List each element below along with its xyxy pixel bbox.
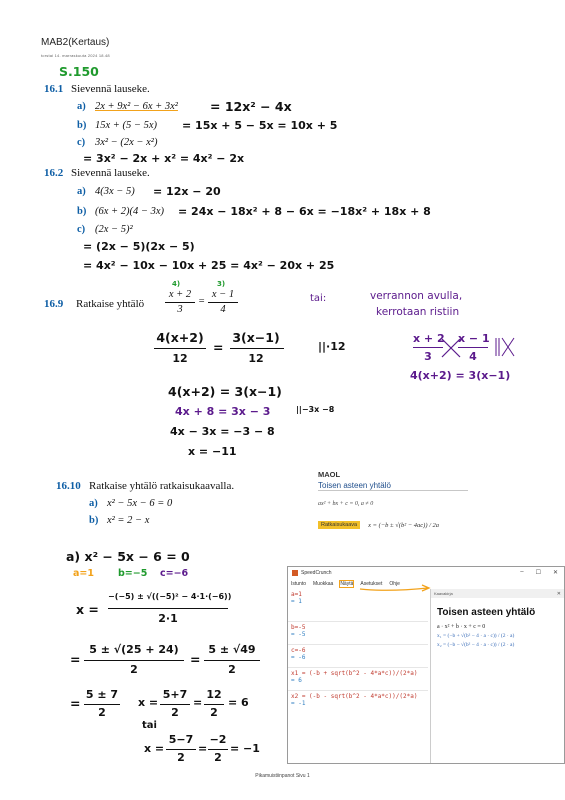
- alt-left-bar: [413, 347, 443, 348]
- menu-nayta[interactable]: Näytä: [340, 580, 354, 587]
- menu-ohje[interactable]: Ohje: [389, 580, 400, 587]
- task-16-10-number: 16.10: [56, 480, 81, 492]
- line2-num: 5 ± √(25 + 24): [89, 643, 179, 656]
- calculator-window: [287, 566, 565, 764]
- page-date: torstai 14. marraskuuta 2024 18.48: [41, 53, 110, 58]
- history-expression: a=1: [291, 591, 302, 598]
- x1-eq: =: [193, 696, 203, 709]
- task-16-9-title: Ratkaise yhtälö: [76, 298, 145, 310]
- formula-book-x2[interactable]: x₂ = (−b − √(b² − 4 · a · c)) / (2 · a): [437, 642, 515, 648]
- menu-muokkaa[interactable]: Muokkaa: [313, 580, 334, 587]
- task-16-1-b-expr: 15x + (5 − 5x): [95, 120, 157, 131]
- task-16-10-b-expr: x² = 2 − x: [107, 515, 150, 526]
- task-16-10-a-expr: x² − 5x − 6 = 0: [107, 498, 173, 509]
- cross-multiply-icon: [440, 336, 462, 360]
- x2-bar: [166, 749, 196, 750]
- step1-left-bar: [154, 348, 206, 349]
- page-footer: Pikamuistiinpanot Sivu 1: [255, 773, 310, 779]
- history-expression: b=-5: [291, 624, 306, 631]
- task-16-10-title: Ratkaise yhtälö ratkaisukaavalla.: [89, 480, 235, 492]
- x2-mid-num: −2: [209, 733, 227, 746]
- history-result: = 6: [291, 677, 302, 684]
- task-16-2-a-label: a): [77, 186, 86, 197]
- step1-right-den: 12: [248, 352, 264, 365]
- line3-bar: [84, 704, 120, 705]
- formula-x: x =: [76, 602, 99, 617]
- tai-label: tai: [142, 720, 157, 731]
- task-16-2-title: Sievennä lauseke.: [71, 167, 150, 179]
- menu-istunto[interactable]: Istunto: [291, 580, 307, 587]
- task-16-2-b-expr: (6x + 2)(4 − 3x): [95, 206, 164, 217]
- x2-lhs: x =: [144, 742, 165, 755]
- alt-tai: tai:: [310, 293, 327, 304]
- x2-mid-bar: [208, 749, 228, 750]
- pin-icon[interactable]: ✕: [556, 590, 561, 597]
- window-titlebar: [288, 567, 564, 579]
- alt-note-2: kerrotaan ristiin: [376, 306, 460, 318]
- line2-equals: =: [70, 652, 81, 667]
- mark-left: 4): [172, 280, 181, 288]
- history-row: [288, 622, 428, 640]
- step1-right-num: 3(x−1): [232, 330, 280, 345]
- x2-mid-den: 2: [214, 751, 222, 764]
- maximize-icon[interactable]: ☐: [535, 570, 541, 576]
- eq-left-num: x + 2: [168, 289, 192, 300]
- step4: 4x − 3x = −3 − 8: [170, 425, 275, 438]
- history-expression: c=-6: [291, 647, 306, 654]
- history-pane[interactable]: [288, 589, 428, 763]
- formula-book-header: [431, 589, 565, 598]
- line3-equals: =: [70, 696, 81, 711]
- task-16-2-c-work2: = 4x² − 10x − 10x + 25 = 4x² − 20x + 25: [83, 259, 335, 272]
- x1-val: = 6: [228, 696, 249, 709]
- maol-formula-card: [318, 470, 468, 558]
- x1-mid-num: 12: [206, 688, 222, 701]
- step2: 4(x+2) = 3(x−1): [168, 384, 282, 399]
- page-ref: S.150: [59, 64, 99, 79]
- task-16-2-a-expr: 4(3x − 5): [95, 186, 135, 197]
- history-result: = -5: [291, 631, 306, 638]
- task-16-10-b-label: b): [89, 515, 99, 526]
- formula-den: 2·1: [158, 612, 178, 625]
- cross-arrows-icon: [494, 336, 516, 358]
- line2-bar: [84, 660, 184, 661]
- maol-subtitle: Toisen asteen yhtälö: [318, 481, 391, 490]
- task-16-1-c-work: = 3x² − 2x + x² = 4x² − 2x: [83, 152, 245, 165]
- task-16-2-c-expr: (2x − 5)²: [95, 224, 133, 235]
- hw-a-equation: a) x² − 5x − 6 = 0: [66, 549, 190, 564]
- x1-mid-den: 2: [210, 706, 218, 719]
- maol-solution: x = (−b ± √(b² − 4ac)) / 2a: [368, 521, 440, 529]
- formula-book-pane: [430, 589, 565, 763]
- formula-book-x1[interactable]: x₁ = (−b + √(b² − 4 · a · c)) / (2 · a): [437, 633, 515, 639]
- coef-c: c=−6: [160, 568, 189, 579]
- task-16-2-c-label: c): [77, 224, 86, 235]
- x2-den: 2: [177, 751, 185, 764]
- x1-den: 2: [171, 706, 179, 719]
- history-expression: x1 = (-b + sqrt(b^2 - 4*a*c))/(2*a): [291, 670, 418, 677]
- coef-a: a=1: [73, 568, 94, 579]
- history-result: = -1: [291, 700, 306, 707]
- task-16-2-b-work: = 24x − 18x² + 8 − 6x = −18x² + 18x + 8: [178, 205, 431, 218]
- alt-right-den: 4: [469, 350, 477, 363]
- window-title: SpeedCrunch: [301, 570, 332, 576]
- step1-mult: ||·12: [318, 340, 346, 353]
- coef-b: b=−5: [118, 568, 148, 579]
- task-16-1-c-label: c): [77, 137, 86, 148]
- step5: x = −11: [188, 445, 237, 458]
- history-result: = -6: [291, 654, 306, 661]
- alt-result: 4(x+2) = 3(x−1): [410, 369, 511, 382]
- x2-num: 5−7: [168, 733, 194, 746]
- step3: 4x + 8 = 3x − 3: [175, 405, 271, 418]
- step1-left-den: 12: [172, 352, 188, 365]
- history-result: = 1: [291, 598, 302, 605]
- formula-book-title: Toisen asteen yhtälö: [437, 607, 536, 618]
- x1-bar: [160, 704, 190, 705]
- history-row: [288, 668, 428, 686]
- task-16-1-title: Sievennä lauseke.: [71, 83, 150, 95]
- history-row: [288, 589, 428, 607]
- eq-equals: =: [198, 296, 206, 307]
- history-row: [288, 645, 428, 663]
- history-expression: x2 = (-b - sqrt(b^2 - 4*a*c))/(2*a): [291, 693, 418, 700]
- task-16-1-number: 16.1: [44, 83, 64, 95]
- line3-num: 5 ± 7: [85, 688, 119, 701]
- window-body: [288, 589, 564, 763]
- eq-right-num: x − 1: [211, 289, 235, 300]
- eq-right-den: 4: [220, 304, 226, 315]
- line2-eq2-den: 2: [228, 663, 236, 676]
- task-16-2-c-work1: = (2x − 5)(2x − 5): [83, 240, 195, 253]
- step1-equals: =: [213, 340, 224, 355]
- task-16-2-b-label: b): [77, 206, 87, 217]
- mark-right: 3): [217, 280, 226, 288]
- task-16-1-b-work: = 15x + 5 − 5x = 10x + 5: [182, 119, 338, 132]
- alt-right-num: x − 1: [458, 332, 490, 345]
- eq-left-bar: [165, 302, 195, 303]
- task-16-10-a-label: a): [89, 498, 98, 509]
- task-16-1-c-expr: 3x² − (2x − x²): [95, 137, 158, 148]
- line2-den: 2: [130, 663, 138, 676]
- x2-val: = −1: [230, 742, 260, 755]
- line3-den: 2: [98, 706, 106, 719]
- alt-left-num: x + 2: [413, 332, 445, 345]
- maol-key: Ratkaisukaava: [318, 521, 360, 529]
- formula-bar: [108, 608, 228, 609]
- maol-solution-row: [318, 521, 468, 529]
- window-controls: [520, 569, 558, 576]
- page-title: MAB2(Kertaus): [41, 37, 110, 48]
- app-icon: [292, 570, 298, 576]
- task-16-2-number: 16.2: [44, 167, 64, 179]
- task-16-1-b-label: b): [77, 120, 87, 131]
- task-16-9-number: 16.9: [44, 298, 64, 310]
- alt-note-1: verrannon avulla,: [370, 290, 463, 302]
- step3-note: ||−3x −8: [296, 405, 335, 414]
- step1-right-bar: [230, 348, 284, 349]
- line2-eq2: =: [190, 652, 201, 667]
- x1-lhs: x =: [138, 696, 159, 709]
- line2-eq2-bar: [204, 660, 260, 661]
- step1-left-num: 4(x+2): [156, 330, 204, 345]
- line2-eq2-num: 5 ± √49: [208, 643, 256, 656]
- formula-book-equation: a · x² + b · x + c = 0: [437, 624, 486, 630]
- task-16-1-a-expr: 2x + 9x² − 6x + 3x²: [95, 101, 178, 112]
- x1-mid-bar: [204, 704, 224, 705]
- formula-num: −(−5) ± √((−5)² − 4·1·(−6)): [108, 592, 232, 601]
- x2-eq: =: [198, 742, 208, 755]
- task-16-2-a-work: = 12x − 20: [153, 185, 221, 198]
- alt-left-den: 3: [424, 350, 432, 363]
- maol-equation: ax² + bx + c = 0, a ≠ 0: [318, 501, 374, 507]
- maol-divider: [318, 490, 468, 491]
- maol-logo: MAOL: [318, 470, 341, 479]
- eq-right-bar: [208, 302, 238, 303]
- menu-asetukset[interactable]: Asetukset: [360, 580, 383, 587]
- alt-right-bar: [458, 347, 488, 348]
- x1-num: 5+7: [162, 688, 188, 701]
- eq-left-den: 3: [177, 304, 183, 315]
- minimize-icon[interactable]: –: [520, 569, 524, 575]
- formula-book-label: Kaavakirja: [434, 591, 453, 596]
- history-row: [288, 691, 428, 709]
- task-16-1-a-work: = 12x² − 4x: [210, 99, 292, 114]
- close-icon[interactable]: ✕: [552, 570, 558, 576]
- task-16-1-a-label: a): [77, 101, 86, 112]
